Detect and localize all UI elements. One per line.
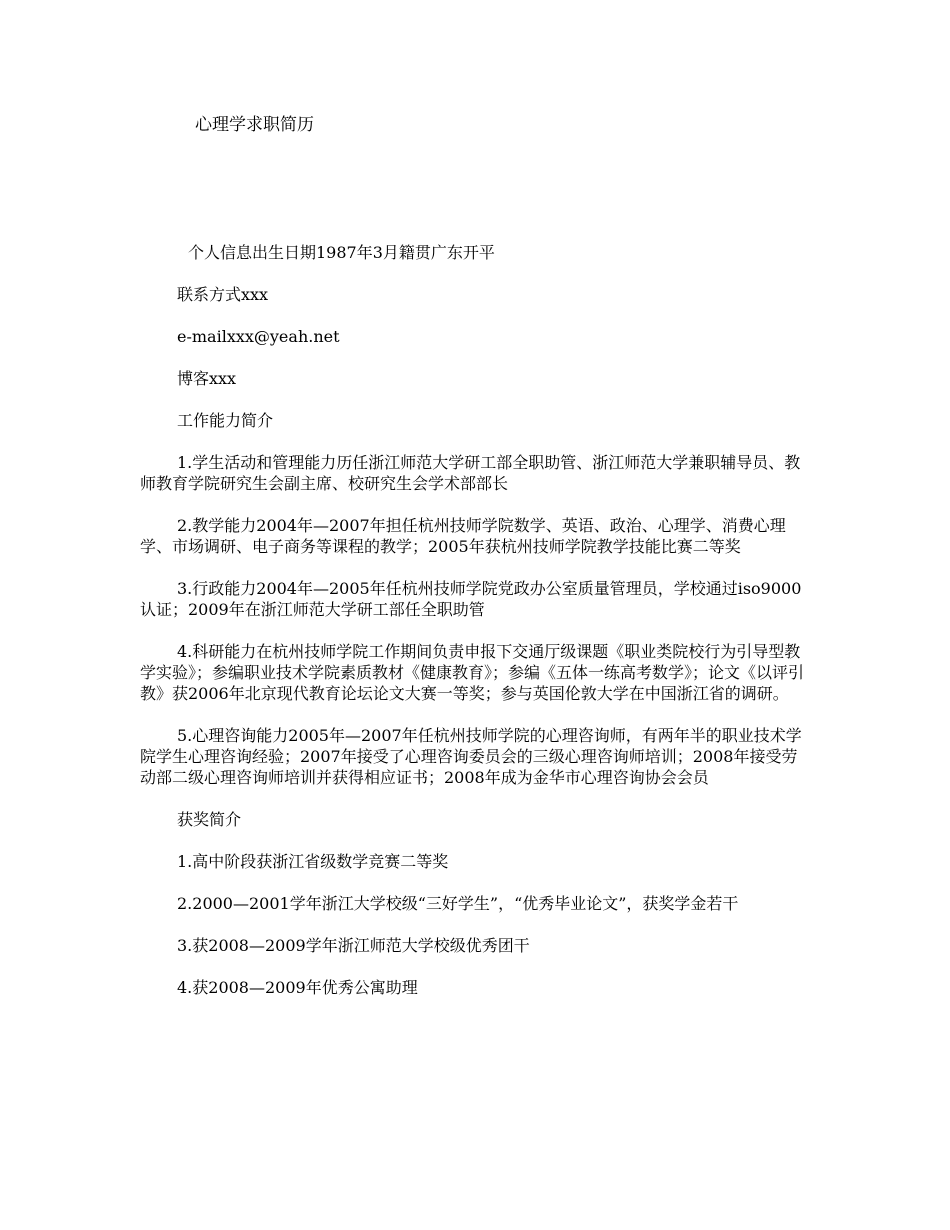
award-item: 2.2000—2001学年浙江大学校级“三好学生”，“优秀毕业论文”，获奖学金若干 [177,894,739,913]
email-line: e-mailxxx@yeah.net [177,327,340,346]
work-ability-item: 2.教学能力2004年—2007年担任杭州技师学院数学、英语、政治、心理学、消费心理学、市场调研、电子商务等课程的教学；2005年获杭州技师学院教学技能比赛二等奖 [140,516,786,556]
award-item: 1.高中阶段获浙江省级数学竞赛二等奖 [177,852,449,871]
contact-line: 联系方式xxx [177,285,269,304]
work-ability-item: 5.心理咨询能力2005年—2007年任杭州技师学院的心理咨询师，有两年半的职业技术学院学生心理咨询经验；2007年接受了心理咨询委员会的三级心理咨询师培训；2008年接受劳动部二级心理咨询师培训并获得相应证书；2008年成为金华市心理咨询协会会员 [140,726,802,787]
work-ability-item: 4.科研能力在杭州技师学院工作期间负责申报下交通厅级课题《职业类院校行为引导型教学实验》；参编职业技术学院素质教材《健康教育》；参编《五体一练高考数学》；论文《以评引教》获2006年北京现代教育论坛论文大赛一等奖；参与英国伦敦大学在中国浙江省的调研。 [140,642,805,703]
award-item: 4.获2008—2009年优秀公寓助理 [177,978,418,997]
personal-info-line: 个人信息出生日期1987年3月籍贯广东开平 [188,243,495,262]
section-heading-awards: 获奖简介 [177,810,242,829]
section-heading-work-ability: 工作能力简介 [177,411,274,430]
award-item: 3.获2008—2009学年浙江师范大学校级优秀团干 [177,936,530,955]
work-ability-item: 1.学生活动和管理能力历任浙江师范大学研工部全职助管、浙江师范大学兼职辅导员、教师教育学院研究生会副主席、校研究生会学术部部长 [140,453,801,493]
document-title: 心理学求职简历 [195,115,314,135]
document-body [140,242,810,1019]
blog-line: 博客xxx [177,369,237,388]
work-ability-item: 3.行政能力2004年—2005年任杭州技师学院党政办公室质量管理员，学校通过iso9000认证；2009年在浙江师范大学研工部任全职助管 [140,579,802,619]
